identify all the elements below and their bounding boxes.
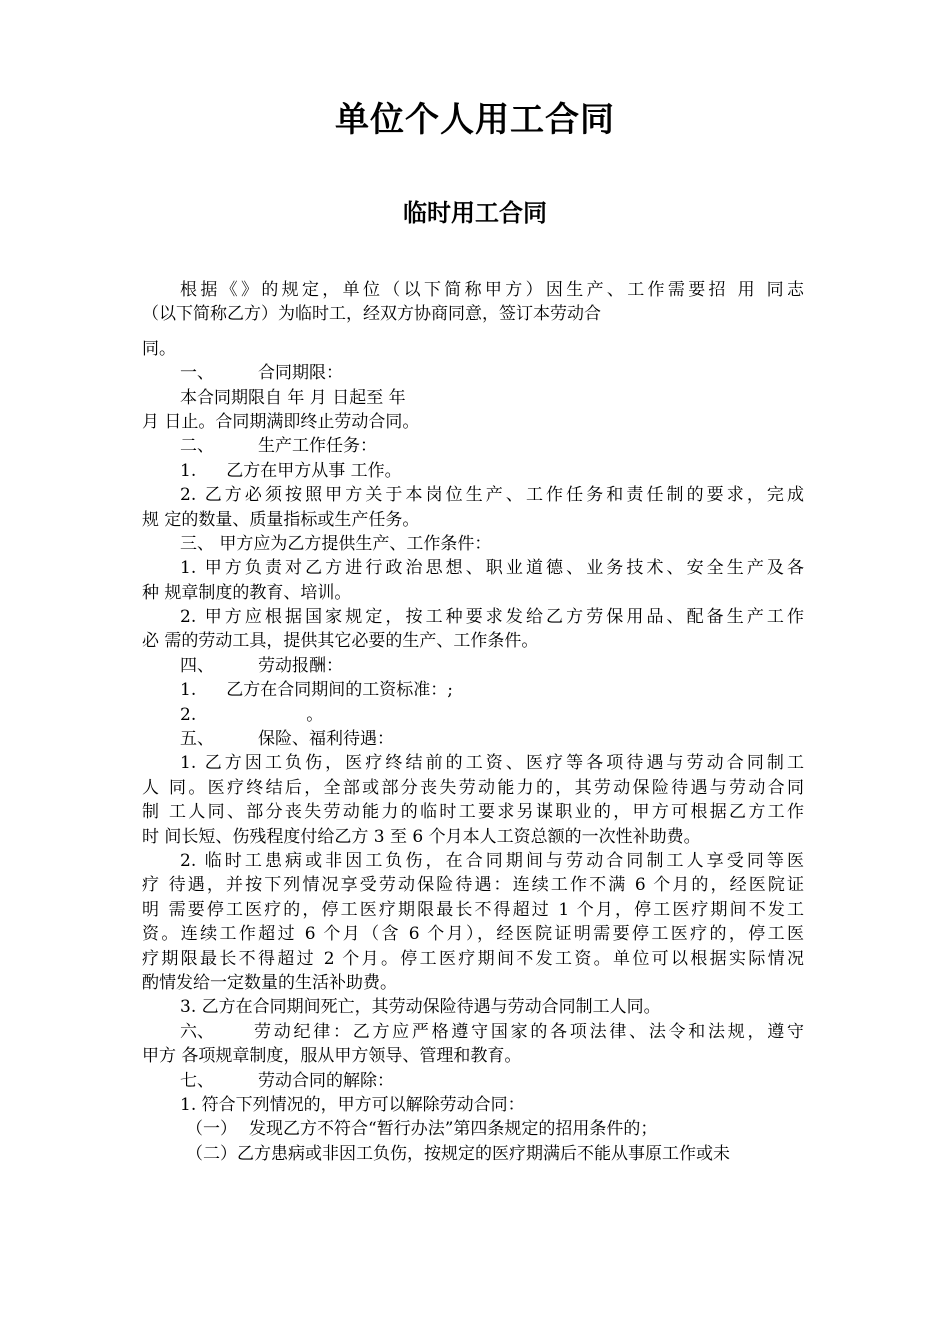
paragraph-line (142, 1117, 804, 1141)
paragraph-line (142, 678, 804, 702)
section-title: 劳动报酬： (258, 655, 343, 676)
section-heading (142, 1069, 804, 1093)
section-title: 保险、福利待遇： (258, 729, 394, 750)
paragraph-line: 月 日止。合同期满即终止劳动合同。 (142, 411, 420, 432)
paragraph-line: 甲方 各项规章制度，服从甲方领导、管理和教育。 (142, 1046, 522, 1067)
paragraph-line: 2. 临时工患病或非因工负伤，在合同期间与劳动合同制工人享受同等医 (180, 850, 804, 871)
section-heading (142, 1020, 804, 1044)
item-text: 发现乙方不符合“暂行办法”第四条规定的招用条件的； (249, 1119, 658, 1140)
paragraph-line: 2. 乙方必须按照甲方关于本岗位生产、工作任务和责任制的要求，完成 (180, 485, 804, 506)
paragraph-line: 1. 乙方因工负伤，医疗终结前的工资、医疗等各项待遇与劳动合同制工 (180, 753, 804, 774)
paragraph-line: 疗 待遇，并按下列情况享受劳动保险待遇：连续工作不满 6 个月的，经医院证 (142, 875, 804, 896)
document-title: 单位个人用工合同 (335, 100, 615, 140)
preamble-line: 根据《》的规定，单位（以下简称甲方）因生产、工作需要招 用 同志 (180, 280, 804, 300)
section-number: 四、 (180, 655, 214, 676)
section-heading (142, 654, 804, 678)
paragraph-line: 1. 符合下列情况的，甲方可以解除劳动合同： (180, 1094, 525, 1115)
paragraph-line: 制 工人同、部分丧失劳动能力的临时工要求另谋职业的，甲方可根据乙方工作 (142, 802, 804, 823)
paragraph-line: 1. 甲方负责对乙方进行政治思想、职业道德、业务技术、安全生产及各 (180, 558, 804, 579)
item-text: 乙方在甲方从事 工作。 (226, 460, 402, 481)
paragraph-line: 3. 乙方在合同期间死亡，其劳动保险待遇与劳动合同制工人同。 (180, 997, 661, 1018)
paragraph-line: 种 规章制度的教育、培训。 (142, 582, 352, 603)
section-heading (142, 361, 804, 385)
preamble-line: （以下简称乙方）为临时工，经双方协商同意，签订本劳动合 (142, 304, 601, 325)
section-heading: 三、 甲方应为乙方提供生产、工作条件： (180, 533, 492, 554)
paragraph-line: 本合同期限自 年 月 日起至 年 (180, 387, 406, 408)
item-number: 2. (180, 704, 197, 725)
paragraph-line: 资。连续工作超过 6 个月（含 6 个月），经医院证明需要停工医疗的，停工医 (142, 924, 804, 945)
section-number: 六、 (180, 1021, 214, 1042)
section-heading (142, 434, 804, 458)
document-subtitle: 临时用工合同 (403, 199, 547, 227)
paragraph-line: 人 同。医疗终结后，全部或部分丧失劳动能力的，其劳动保险待遇与劳动合同 (142, 777, 804, 798)
item-number: 1. (180, 460, 197, 481)
item-text: 。 (306, 704, 324, 725)
paragraph-line: 必 需的劳动工具，提供其它必要的生产、工作条件。 (142, 631, 539, 652)
section-title: 合同期限： (258, 363, 343, 384)
item-number: （一） (186, 1119, 237, 1140)
paragraph-line (142, 703, 804, 727)
paragraph-line: 明 需要停工医疗的，停工医疗期限最长不得超过 1 个月，停工医疗期间不发工 (142, 899, 804, 920)
section-number: 七、 (180, 1070, 214, 1091)
paragraph-line: 疗期限最长不得超过 2 个月。停工医疗期间不发工资。单位可以根据实际情况 (142, 948, 804, 969)
item-text: 乙方在合同期间的工资标准：; (226, 680, 453, 701)
section-title: 劳动合同的解除： (258, 1070, 394, 1091)
section-title: 生产工作任务： (258, 436, 377, 457)
section-number: 二、 (180, 436, 214, 457)
section-heading (142, 727, 804, 751)
section-number: 一、 (180, 363, 214, 384)
paragraph-line: 时 间长短、伤残程度付给乙方 3 至 6 个月本人工资总额的一次性补助费。 (142, 826, 701, 847)
item-number: 1. (180, 680, 197, 701)
paragraph-line: 酌情发给一定数量的生活补助费。 (142, 972, 397, 993)
paragraph-line: （二）乙方患病或非因工负伤，按规定的医疗期满后不能从事原工作或未 (186, 1143, 730, 1164)
paragraph-line: 2. 甲方应根据国家规定，按工种要求发给乙方劳保用品、配备生产工作 (180, 607, 804, 628)
section-text: 劳动纪律：乙方应严格遵守国家的各项法律、法令和法规，遵守 (254, 1021, 804, 1042)
contract-body (142, 278, 804, 1166)
paragraph-line (142, 459, 804, 483)
section-number: 五、 (180, 729, 214, 750)
paragraph-line: 规 定的数量、质量指标或生产任务。 (142, 509, 420, 530)
preamble-line: 同。 (142, 338, 176, 359)
